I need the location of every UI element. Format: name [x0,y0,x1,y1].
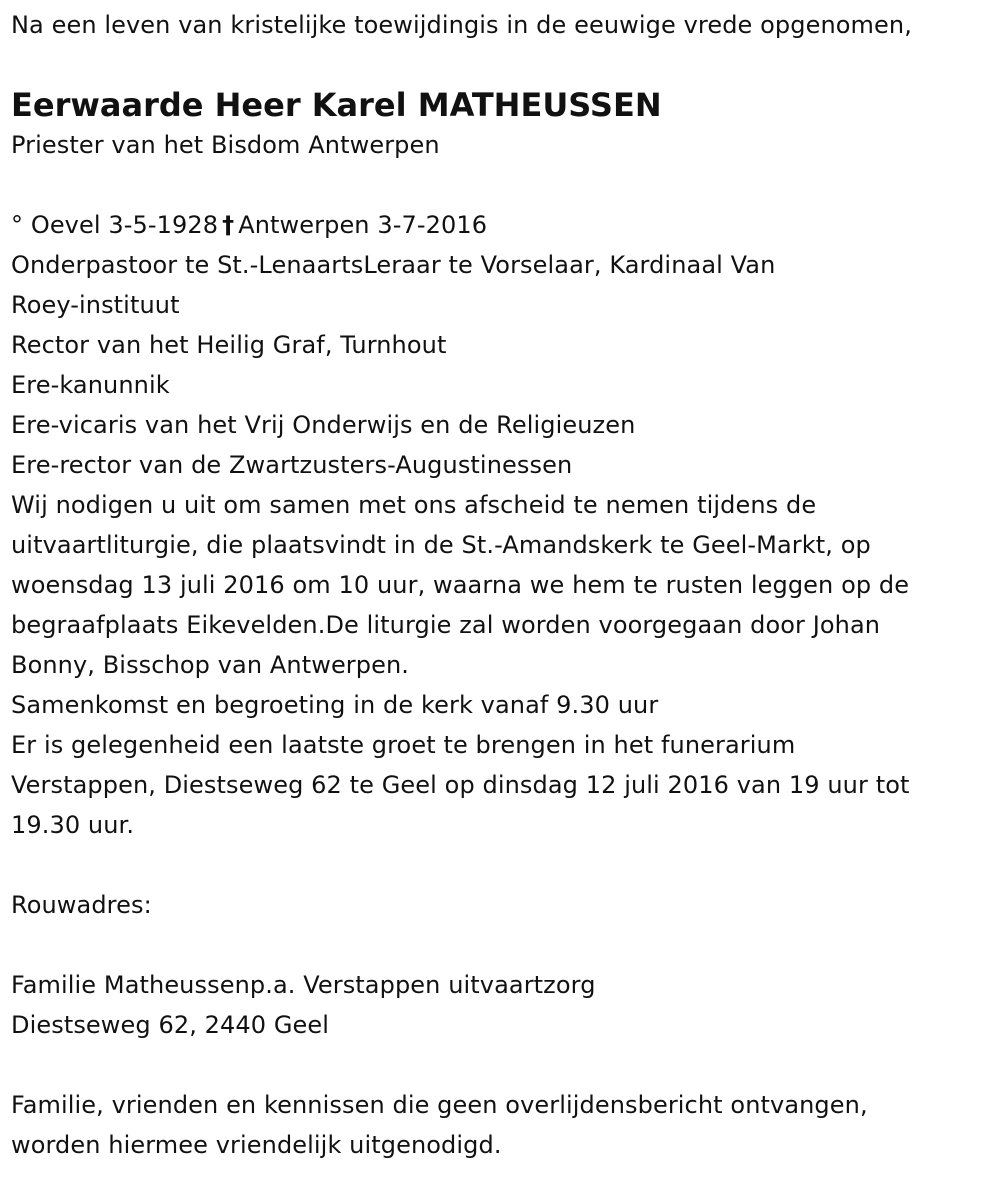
spacer [11,925,991,965]
spacer [11,1045,991,1085]
invitation-line: uitvaartliturgie, die plaatsvindt in de St.-Amandskerk te Geel-Markt, op [11,531,871,559]
invitation-line: Bonny, Bisschop van Antwerpen. [11,651,410,679]
invitation-line: Wij nodigen u uit om samen met ons afscheid te nemen tijdens de [11,491,817,519]
closing-line: worden hiermee vriendelijk uitgenodigd. [11,1131,502,1159]
spacer [11,845,991,885]
career-line: Ere-rector van de Zwartzusters-Augustinessen [11,451,573,479]
intro-text: Na een leven van kristelijke toewijdingis in de eeuwige vrede opgenomen, [11,11,912,39]
invitation-line: woensdag 13 juli 2016 om 10 uur, waarna we hem te rusten leggen op de [11,571,910,599]
address-line: Diestseweg 62, 2440 Geel [11,1011,330,1039]
dates-line [11,205,991,245]
invitation-line: Verstappen, Diestseweg 62 te Geel op dinsdag 12 juli 2016 van 19 uur tot [11,771,910,799]
invitation-line: Samenkomst en begroeting in de kerk vanaf 9.30 uur [11,691,659,719]
death-info: Antwerpen 3-7-2016 [238,211,488,239]
death-notice [11,0,991,1165]
invitation-line: begraafplaats Eikevelden.De liturgie zal worden voorgegaan door Johan [11,611,881,639]
address-label: Rouwadres: [11,891,152,919]
cross-icon: † [222,211,235,239]
career-line: Rector van het Heilig Graf, Turnhout [11,331,447,359]
career-line: Onderpastoor te St.-LenaartsLeraar te Vorselaar, Kardinaal Van [11,251,776,279]
invitation-line: Er is gelegenheid een laatste groet te brengen in het funerarium [11,731,796,759]
closing-line: Familie, vrienden en kennissen die geen overlijdensbericht ontvangen, [11,1091,868,1119]
career-line: Ere-vicaris van het Vrij Onderwijs en de Religieuzen [11,411,636,439]
invitation-line: 19.30 uur. [11,811,135,839]
career-line: Roey-instituut [11,291,180,319]
birth-info: ° Oevel 3-5-1928 [11,211,219,239]
career-line: Ere-kanunnik [11,371,170,399]
spacer [11,165,991,205]
deceased-name: Eerwaarde Heer Karel MATHEUSSEN [11,86,662,124]
deceased-title: Priester van het Bisdom Antwerpen [11,131,440,159]
address-line: Familie Matheussenp.a. Verstappen uitvaartzorg [11,971,596,999]
